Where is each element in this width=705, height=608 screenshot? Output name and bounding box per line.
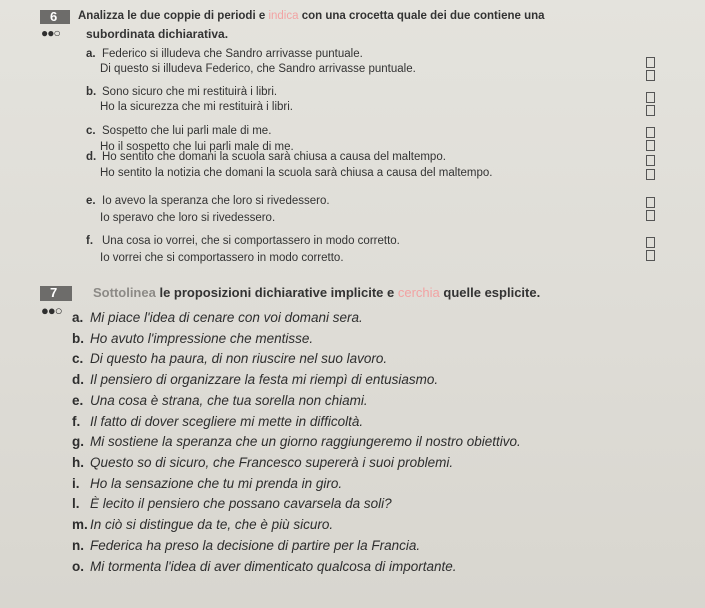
ex6-item-e-line1: [86, 195, 330, 207]
ex7-item-i-text: Ho la sensazione che tu mi prenda in giro.: [90, 476, 343, 491]
ex7-item-e-letter: e.: [72, 393, 84, 408]
ex7-item-m: [72, 517, 333, 532]
ex7-item-d-text: Il pensiero di organizzare la festa mi riempì di entusiasmo.: [90, 372, 439, 387]
ex6-item-c-letter: c.: [86, 125, 96, 137]
ex7-item-f-text: Il fatto di dover scegliere mi mette in difficoltà.: [90, 414, 364, 429]
ex7-item-h-text: Questo so di sicuro, che Francesco supererà i suoi problemi.: [90, 455, 454, 470]
ex6-item-b-line2: Ho la sicurezza che mi restituirà i libri.: [100, 101, 294, 113]
ex6-item-a-line1: [86, 48, 363, 60]
ex6-item-f-line2: Io vorrei che si comportassero in modo corretto.: [100, 252, 344, 264]
checkbox-a2[interactable]: [646, 70, 655, 81]
checkbox-e1[interactable]: [646, 197, 655, 208]
ex7-item-n: [72, 538, 420, 553]
ex7-item-c-text: Di questo ha paura, di non riuscire nel suo lavoro.: [90, 351, 388, 366]
ex6-item-e-line2: Io speravo che loro si rivedessero.: [100, 212, 276, 224]
ex7-item-d-letter: d.: [72, 372, 84, 387]
checkbox-b1[interactable]: [646, 92, 655, 103]
ex6-item-d-letter: d.: [86, 151, 97, 163]
exercise-6-difficulty-dots: ●●○: [41, 26, 60, 40]
ex7-item-o: [72, 559, 457, 574]
instruction-part-1: le proposizioni dichiarative implicite e: [155, 285, 398, 300]
ex7-item-h: [72, 455, 453, 470]
ex7-item-m-letter: m.: [72, 517, 88, 532]
ex6-item-f-letter: f.: [86, 235, 94, 247]
exercise-6-instruction-line2: subordinata dichiarativa.: [86, 27, 229, 41]
checkbox-f1[interactable]: [646, 237, 655, 248]
ex6-item-a-text1: Federico si illudeva che Sandro arrivasse puntuale.: [102, 48, 363, 60]
ex6-item-e-letter: e.: [86, 195, 96, 207]
exercise-6-number: 6: [40, 10, 70, 24]
instruction-part-1: Analizza le due coppie di periodi e: [78, 10, 269, 22]
ex7-item-n-text: Federica ha preso la decisione di partire per la Francia.: [90, 538, 421, 553]
checkbox-e2[interactable]: [646, 210, 655, 221]
ex6-item-b-letter: b.: [86, 86, 97, 98]
ex7-item-e: [72, 393, 368, 408]
ex6-item-c-line1: [86, 125, 271, 137]
ex7-item-o-text: Mi tormenta l'idea di aver dimenticato qualcosa di importante.: [90, 559, 457, 574]
instruction-part-2: quelle esplicite.: [439, 285, 541, 300]
ex7-item-d: [72, 372, 438, 387]
ex6-item-d-line2: Ho sentito la notizia che domani la scuola sarà chiusa a causa del maltempo.: [100, 167, 493, 179]
checkbox-f2[interactable]: [646, 250, 655, 261]
ex7-item-f-letter: f.: [72, 414, 81, 429]
ex7-item-a-text: Mi piace l'idea di cenare con voi domani sera.: [90, 310, 363, 325]
instruction-highlight-indica: indica: [268, 10, 299, 22]
exercise-6-instruction: [78, 10, 545, 22]
exercise-7-instruction: [93, 285, 540, 300]
ex7-item-n-letter: n.: [72, 538, 84, 553]
ex6-item-f-line1: [86, 235, 400, 247]
ex6-item-d-line1: [86, 151, 446, 163]
checkbox-d1[interactable]: [646, 155, 655, 166]
ex6-item-a-letter: a.: [86, 48, 96, 60]
ex7-item-o-letter: o.: [72, 559, 84, 574]
checkbox-a1[interactable]: [646, 57, 655, 68]
ex7-item-l-letter: l.: [72, 496, 80, 511]
ex7-item-a-letter: a.: [72, 310, 84, 325]
ex7-item-g: [72, 434, 521, 449]
ex6-item-e-text1: Io avevo la speranza che loro si rivedessero.: [102, 195, 330, 207]
ex7-item-f: [72, 414, 363, 429]
ex6-item-d-text1: Ho sentito che domani la scuola sarà chiusa a causa del maltempo.: [102, 151, 446, 163]
ex7-item-i-letter: i.: [72, 476, 80, 491]
ex7-item-g-text: Mi sostiene la speranza che un giorno raggiungeremo il nostro obiettivo.: [90, 434, 521, 449]
instruction-highlight-cerchia: cerchia: [397, 285, 440, 300]
ex7-item-l-text: È lecito il pensiero che possano cavarsela da soli?: [90, 496, 392, 511]
ex7-item-a: [72, 310, 363, 325]
ex7-item-h-letter: h.: [72, 455, 84, 470]
instruction-part-2: con una crocetta quale dei due contiene una: [298, 10, 545, 22]
ex6-item-a-line2: Di questo si illudeva Federico, che Sandro arrivasse puntuale.: [100, 63, 416, 75]
ex6-item-c-text1: Sospetto che lui parli male di me.: [102, 125, 272, 137]
ex7-item-b-text: Ho avuto l'impressione che mentisse.: [90, 331, 314, 346]
ex7-item-m-text: In ciò si distingue da te, che è più sicuro.: [90, 517, 334, 532]
ex7-item-g-letter: g.: [72, 434, 84, 449]
ex6-item-f-text1: Una cosa io vorrei, che si comportassero in modo corretto.: [102, 235, 400, 247]
exercise-7-number: 7: [40, 286, 72, 301]
ex7-item-e-text: Una cosa è strana, che tua sorella non chiami.: [90, 393, 368, 408]
checkbox-d2[interactable]: [646, 169, 655, 180]
ex7-item-c-letter: c.: [72, 351, 84, 366]
ex7-item-l: [72, 496, 392, 511]
checkbox-c2[interactable]: [646, 140, 655, 151]
ex6-item-b-line1: [86, 86, 277, 98]
ex6-item-c-line2: Ho il sospetto che lui parli male di me.: [100, 141, 294, 153]
instruction-highlight-sottolinea: Sottolinea: [93, 285, 156, 300]
ex7-item-b: [72, 331, 313, 346]
ex6-item-b-text1: Sono sicuro che mi restituirà i libri.: [102, 86, 278, 98]
ex7-item-i: [72, 476, 342, 491]
ex7-item-c: [72, 351, 387, 366]
exercise-7-difficulty-dots: ●●○: [41, 303, 62, 318]
checkbox-b2[interactable]: [646, 105, 655, 116]
checkbox-c1[interactable]: [646, 127, 655, 138]
ex7-item-b-letter: b.: [72, 331, 84, 346]
